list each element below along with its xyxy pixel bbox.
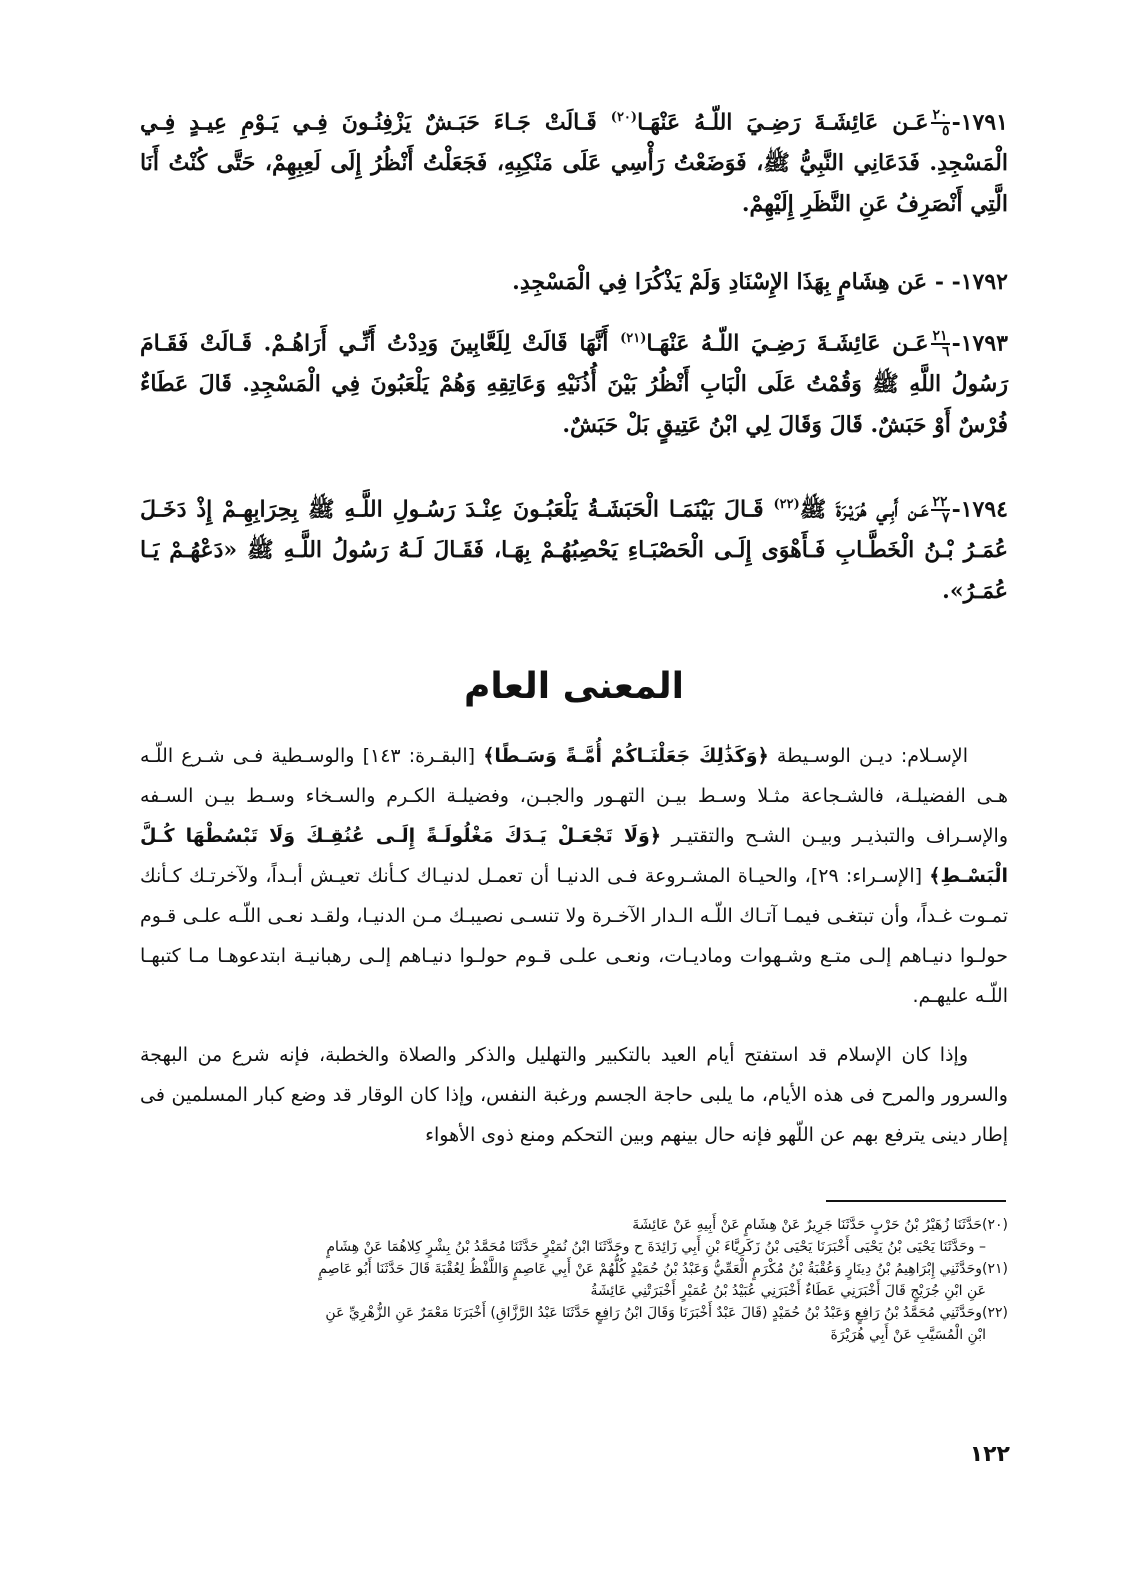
hadith-fraction [931,108,950,138]
footnote-ref[interactable]: (٢٢) [773,497,800,512]
fraction-top: ٢١ [932,328,948,345]
footnote-20-cont: – وحَدَّثَنَا يَحْيَى بْنُ يَحْيَى أَخْبَرَنَا يَحْيَى بْنُ زَكَرِيَّاءَ بْنِ أَبِي زَائِدَةَ ح وحَدَّثَنَا ابْنُ نُمَيْرٍ حَدَّثَنَا مُحَمَّدُ بْنُ بِشْرٍ كِلاهُمَا عَنْ هِشَامٍ [326,1239,986,1255]
footnotes [140,1214,1008,1346]
hadith-fraction [931,495,950,525]
hadith-text: أَنَّهَا قَالَتْ لِلَعَّابِينَ وَدِدْتُ أَنِّـي أَرَاهُـمْ. قَـالَتْ فَقَـامَ رَسُولُ اللَّهِ ﷺ وَقُمْتُ عَلَى الْبَابِ أَنْظُرُ بَيْنَ أُذُنَيْهِ وَعَاتِقِهِ وَهُمْ يَلْعَبُونَ فِي الْمَسْجِدِ. قَالَ عَطَاءٌ فُرْسٌ أَوْ حَبَشٌ. قَالَ وَقَالَ لِي ابْنُ عَتِيقٍ بَلْ حَبَشٌ. [140,330,1008,439]
hadith-number: ١٧٩٢ [960,269,1008,295]
footnote-22: (٢٢)وحَدَّثَنِي مُحَمَّدُ بْنُ رَافِعٍ وَعَبْدُ بْنُ حُمَيْدٍ (قَالَ عَبْدٌ أَخْبَرَنَا وَقَالَ ابْنُ رَافِعٍ حَدَّثَنَا عَبْدُ الرَّزَّاقِ) أَخْبَرَنَا مَعْمَرٌ عَنِ الزُّهْرِيِّ عَنِ [325,1305,1008,1321]
quran-quote: ﴿وَلَا تَجْعَـلْ يَـدَكَ مَغْلُولَـةً إِلَـى عُنُقِـكَ وَلَا تَبْسُطْهَا كُـلَّ الْبَسْـطِ﴾ [140,825,1009,887]
hadith-text: قَـالَ بَيْنَمَـا الْحَبَشَـةُ يَلْعَبُـونَ عِنْـدَ رَسُـولِ اللَّـهِ ﷺ بِحِرَابِهِـمْ إِذْ دَخَـلَ عُمَـرُ بْـنُ الْخَطَّـابِ فَـأَهْوَى إِلَـى الْحَصْبَـاءِ يَحْصِبُهُـمْ بِهَـا، فَقَـالَ لَـهُ رَسُولُ اللَّـهِ ﷺ «دَعْهُـمْ يَـا عُمَـرُ». [140,496,1008,605]
footnote-21-cont: عَنِ ابْنِ جُرَيْجٍ قَالَ أَخْبَرَنِي عَطَاءٌ أَخْبَرَنِي عُبَيْدُ بْنُ عُمَيْرٍ أَخْبَرَتْنِي عَائِشَةُ [590,1283,986,1299]
hadith-number: ١٧٩٣ [960,330,1008,357]
footnote-22-cont: ابْنِ الْمُسَيَّبِ عَنْ أَبِي هُرَيْرَةَ [830,1327,986,1343]
hadith-text: قَـالَتْ جَـاءَ حَبَـشٌ يَزْفِنُـونَ فِـي يَـوْمِ عِيـدٍ فِـي الْمَسْجِدِ. فَدَعَانِي النَّبِيُّ ﷺ، فَوَضَعْتُ رَأْسِي عَلَى مَنْكِبِهِ، فَجَعَلْتُ أَنْظُرُ إِلَى لَعِبِهِمْ، حَتَّى كُنْتُ أَنَا الَّتِي أَنْصَرِفُ عَنِ النَّظَرِ إِلَيْهِمْ. [140,109,1008,218]
hadith-1792 [140,262,1008,303]
paragraph-text: الإسـلام: ديـن الوسـيطة [776,745,968,767]
paragraph-text: [البقـرة: ١٤٣] والوسـطية فـى شـرع اللّـه هـى الفضيلـة، فالشـجاعة مثـلا وسـط بيـن التهـور والجبـن، وفضيلـة الكـرم والسـخاء وسـط بيـن السـفه والإسـراف والتبذيـر وبيـن الشـح والتقتيـر [140,745,1008,847]
fraction-bottom: ٧ [942,510,950,527]
paragraph-1 [140,736,1008,1016]
footnote-divider [826,1200,1006,1202]
hadith-narrator: عَـن أَبِـي هُرَيْـرَةَ ﷺ [799,496,929,523]
hadith-dash: - - [934,269,961,295]
hadith-1793 [140,318,1008,446]
paragraph-2: وإذا كان الإسلام قد استفتح أيام العيد بالتكبير والتهليل والذكر والصلاة والخطبة، فإنه شرع من البهجة والسرور والمرح فى هذه الأيام، ما يلبى حاجة الجسم ورغبة النفس، وإذا كان الوقار قد وضع كبار المسلمين فى إطار دينى يترفع بهم عن اللّهو فإنه حال بينهم وبين التحكم ومنع ذوى الأهواء [140,1044,1008,1146]
fraction-bottom: ٥ [942,123,950,140]
hadith-text: عَن هِشَامٍ بِهَذَا الإِسْنَادِ وَلَمْ يَذْكُرَا فِي الْمَسْجِدِ. [512,269,928,295]
hadith-dash: - [951,109,961,136]
footnote-20: (٢٠)حَدَّثَنَا زُهَيْرُ بْنُ حَرْبٍ حَدَّثَنَا جَرِيرٌ عَنْ هِشَامٍ عَنْ أَبِيهِ عَنْ عَائِشَةَ [632,1217,1008,1233]
fraction-bottom: ٦ [942,344,950,361]
hadith-dash: - [951,496,961,523]
hadith-fraction [931,329,950,359]
fraction-top: ٢٢ [932,494,948,511]
hadith-1794 [140,484,1008,612]
footnote-ref[interactable]: (٢١) [620,331,647,346]
hadith-number: ١٧٩١ [960,109,1008,136]
hadith-1791 [140,97,1008,225]
quran-quote: ﴿وَكَذَٰلِكَ جَعَلْنَـاكُمْ أُمَّـةً وَسَـطًا﴾ [483,745,769,767]
fraction-top: ٢٠ [932,107,948,124]
paragraph-text: [الإسـراء: ٢٩]، والحيـاة المشـروعة فـى الدنيـا أن تعمـل لدنيـاك كـأنك تعيـش أبـداً، ولآخرتـك كـأنك تمـوت غـداً، وأن تبتغـى فيمـا آتـاك اللّـه الـدار الآخـرة ولا تنسـى نصيبـك مـن الدنيـا، ولقـد نعـى اللّـه علـى قـوم حولـوا دنيـاهم إلـى متـع وشـهوات وماديـات، ونعـى علـى قـوم حولـوا دنيـاهم إلـى رهبانيـة ابتدعوهـا مـا كتبهـا اللّـه عليهـم. [140,865,1008,1007]
page-number: ١٢٢ [969,1442,1010,1467]
footnote-ref[interactable]: (٢٠) [610,110,638,125]
hadith-narrator: عَـن عَائِشَـةَ رَضِـيَ اللّـهُ عَنْهَـا [646,330,929,357]
hadith-dash: - [951,330,961,357]
hadith-number: ١٧٩٤ [960,496,1008,523]
hadith-narrator: عَـن عَائِشَـةَ رَضِـيَ اللّـهُ عَنْهَـا [637,109,929,136]
section-heading: المعنى العام [463,666,685,707]
footnote-21: (٢١)وحَدَّثَنِي إِبْرَاهِيمُ بْنُ دِينَارٍ وَعُقْبَةُ بْنُ مُكْرَمٍ الْعَمِّيُّ وَعَبْدُ بْنُ حُمَيْدٍ كُلُّهُمْ عَنْ أَبِي عَاصِمٍ وَاللَّفْظُ لِعُقْبَةَ قَالَ حَدَّثَنَا أَبُو عَاصِمٍ [318,1261,1008,1277]
